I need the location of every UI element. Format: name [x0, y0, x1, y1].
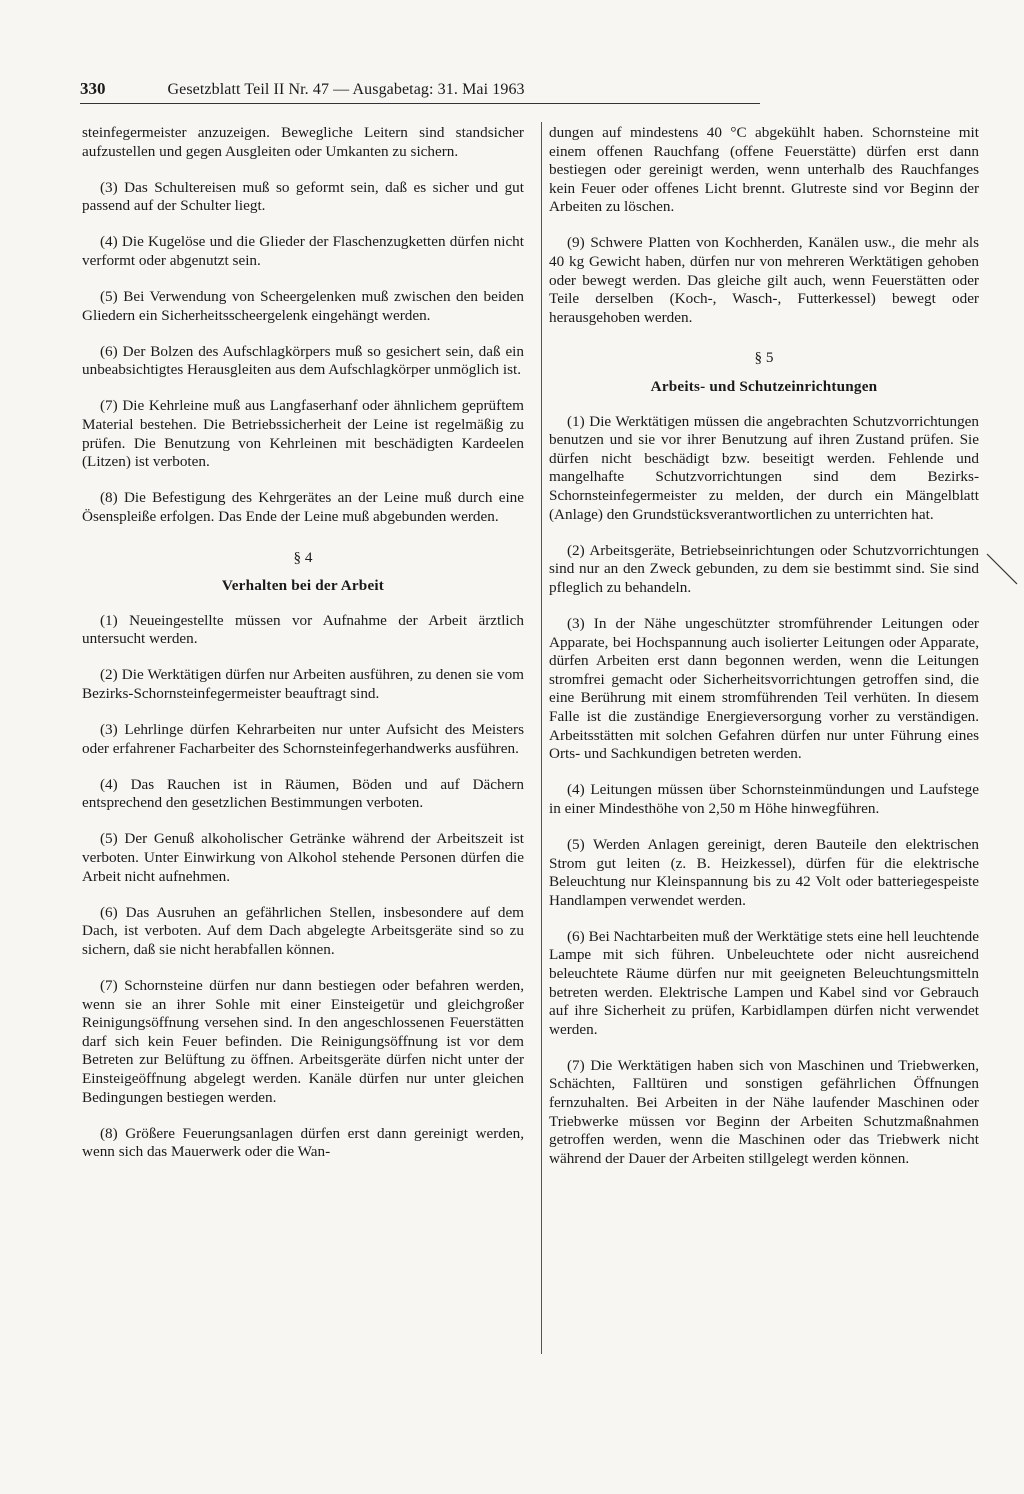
s5-paragraph-4: (4) Leitungen müssen über Schornsteinmündungen und Laufstege in einer Mindesthöhe von 2,50 m Höhe hinwegführen. — [549, 781, 979, 817]
column-divider — [541, 122, 542, 1354]
running-title: Gesetzblatt Teil II Nr. 47 — Ausgabetag: 31. Mai 1963 — [167, 81, 525, 98]
paragraph-4: (4) Die Kugelöse und die Glieder der Flaschenzugketten dürfen nicht verformt oder abgenutzt sein. — [82, 233, 524, 269]
page-number: 330 — [80, 79, 106, 98]
s4-paragraph-4: (4) Das Rauchen ist in Räumen, Böden und auf Dächern entsprechend den gesetzlichen Bestimmungen verboten. — [82, 775, 524, 812]
s5-paragraph-5: (5) Werden Anlagen gereinigt, deren Bauteile den elektrischen Strom gut leiten (z. B. Heizkessel), dürfen für die elektrische Beleuchtung nur Kleinspannung bis zu 42 Volt oder batteriegespeiste Handlampen verwendet werden. — [549, 835, 979, 909]
paragraph-7: (7) Die Kehrleine muß aus Langfaserhanf oder ähnlichem geprüftem Material bestehen. Die Betriebssicherheit der Leine ist regelmäßig zu prüfen. Die Benutzung von Kehrleinen mit beschädigten Kardeelen (Litzen) ist verboten. — [82, 397, 524, 471]
paragraph-5: (5) Bei Verwendung von Scheergelenken muß zwischen den beiden Gliedern ein Sicherheitsscheergelenk eingehängt werden. — [82, 288, 524, 324]
s4-paragraph-7: (7) Schornsteine dürfen nur dann bestiegen oder befahren werden, wenn sie an ihrer Sohle mit einer Einsteigetür und gleichgroßer Reinigungsöffnung versehen sind. In den angeschlossenen Feuerstätten darf sich kein Feuer befinden. Die Reinigungsöffnung ist vor dem Betreten zur Belüftung zu öffnen. Arbeitsgeräte dürfen nicht unter der Einsteigeöffnung abgelegt werden. Kanäle dürfen nur unter gleichen Bedingungen bestiegen werden. — [82, 977, 524, 1106]
section-5-title: Arbeits- und Schutzeinrichtungen — [650, 378, 878, 396]
page-header — [80, 79, 760, 100]
section-4-number: § 4 — [293, 548, 313, 566]
s5-paragraph-3: (3) In der Nähe ungeschützter stromführender Leitungen oder Apparate, bei Hochspannung auch isolierter Leitungen oder Apparate, dürfen Arbeiten erst dann begonnen werden, wenn die Leitungen stromfrei gemacht oder Sicherheitsvorrichtungen getroffen sind, die eine Berührung mit einem stromführenden Teil verhüten. In diesem Falle ist die zuständige Energieversorgung vorher zu verständigen. Arbeitsstätten mit solchen Gefahren dürfen nur unter Führung eines Orts- und Sachkundigen betreten werden. — [549, 614, 979, 763]
s5-paragraph-1: (1) Die Werktätigen müssen die angebrachten Schutzvorrichtungen benutzen und sie vor ihrer Benutzung auf ihren Zustand prüfen. Sie dürfen nicht beschädigt bzw. beseitigt werden. Fehlende und mangelhafte Schutzvorrichtungen sind dem Bezirks-Schornsteinfegermeister zu melden, der durch ein Mängelblatt (Anlage) den Grundstücksverantwortlichen zu unterrichten hat. — [549, 412, 979, 523]
section-4-title: Verhalten bei der Arbeit — [221, 577, 385, 595]
paragraph-9: (9) Schwere Platten von Kochherden, Kanälen usw., die mehr als 40 kg Gewicht haben, dürfen nur von mehreren Werktätigen gehoben oder bewegt werden. Das gleiche gilt auch, wenn Feuerstätten oder Teile derselben (Koch-, Wasch-, Futterkessel) bewegt oder herausgehoben werden. — [549, 234, 979, 326]
paragraph-6: (6) Der Bolzen des Aufschlagkörpers muß so gesichert sein, daß ein unbeabsichtigtes Herausgleiten aus dem Aufschlagkörper unmöglich ist. — [82, 342, 524, 379]
s5-paragraph-2: (2) Arbeitsgeräte, Betriebseinrichtungen oder Schutzvorrichtungen sind nur an den Zweck gebunden, zu dem sie bestimmt sind. Sie sind pfleglich zu behandeln. — [549, 541, 979, 596]
s5-paragraph-7: (7) Die Werktätigen haben sich von Maschinen und Triebwerken, Schächten, Falltüren und sonstigen gefährlichen Öffnungen fernzuhalten. Bei Arbeiten in der Nähe laufender Maschinen oder Triebwerke müssen vor Beginn der Arbeiten Schutzmaßnahmen getroffen werden, wenn die Maschinen oder das Triebwerk nicht während der Dauer der Arbeiten stillgelegt werden können. — [549, 1056, 979, 1167]
s4-paragraph-6: (6) Das Ausruhen an gefährlichen Stellen, insbesondere auf dem Dach, ist verboten. Auf dem Dach abgelegte Arbeitsgeräte sind so zu sichern, daß sie nicht herabfallen können. — [82, 903, 524, 958]
margin-pen-mark — [985, 552, 1019, 586]
s4-paragraph-5: (5) Der Genuß alkoholischer Getränke während der Arbeitszeit ist verboten. Unter Einwirkung von Alkohol stehende Personen dürfen die Arbeit nicht aufnehmen. — [82, 830, 524, 885]
s4-paragraph-2: (2) Die Werktätigen dürfen nur Arbeiten ausführen, zu denen sie vom Bezirks-Schornsteinfegermeister beauftragt sind. — [82, 666, 524, 702]
s4-paragraph-1: (1) Neueingestellte müssen vor Aufnahme der Arbeit ärztlich untersucht werden. — [82, 611, 524, 648]
s4-paragraph-3: (3) Lehrlinge dürfen Kehrarbeiten nur unter Aufsicht des Meisters oder erfahrener Facharbeiter des Schornsteinfegerhandwerks ausführen. — [82, 721, 524, 757]
header-rule — [80, 103, 760, 104]
paragraph-3: (3) Das Schultereisen muß so geformt sein, daß es sicher und gut passend auf der Schulter liegt. — [82, 178, 524, 215]
section-5-number: § 5 — [754, 349, 774, 367]
s4-paragraph-8: (8) Größere Feuerungsanlagen dürfen erst dann gereinigt werden, wenn sich das Mauerwerk oder die Wan- — [82, 1124, 524, 1161]
paragraph-8: (8) Die Befestigung des Kehrgerätes an der Leine muß durch eine Ösenspleiße erfolgen. Das Ende der Leine muß abgebunden werden. — [82, 489, 524, 525]
paragraph-continued-right: dungen auf mindestens 40 °C abgekühlt haben. Schornsteine mit einem offenen Rauchfang (offene Feuerstätte) dürfen erst dann bestiegen oder gereinigt werden, wenn unterhalb des Rauchfanges kein Feuer oder offenes Licht brennt. Glutreste sind vor Beginn der Arbeiten zu löschen. — [549, 124, 979, 216]
right-column — [549, 124, 979, 1186]
paragraph-continued: steinfegermeister anzuzeigen. Bewegliche Leitern sind standsicher aufzustellen und gegen Ausgleiten oder Umkanten zu sichern. — [82, 124, 524, 160]
s5-paragraph-6: (6) Bei Nachtarbeiten muß der Werktätige stets eine hell leuchtende Lampe mit sich führen. Unbeleuchtete oder nicht ausreichend beleuchtete Räume dürfen nur mit geeigneten Beleuchtungsmitteln betreten werden. Elektrische Lampen und Kabel sind vor Gebrauch auf ihre Sicherheit zu prüfen, Karbidlampen dürfen nicht verwendet werden. — [549, 927, 979, 1038]
left-column — [82, 124, 524, 1179]
